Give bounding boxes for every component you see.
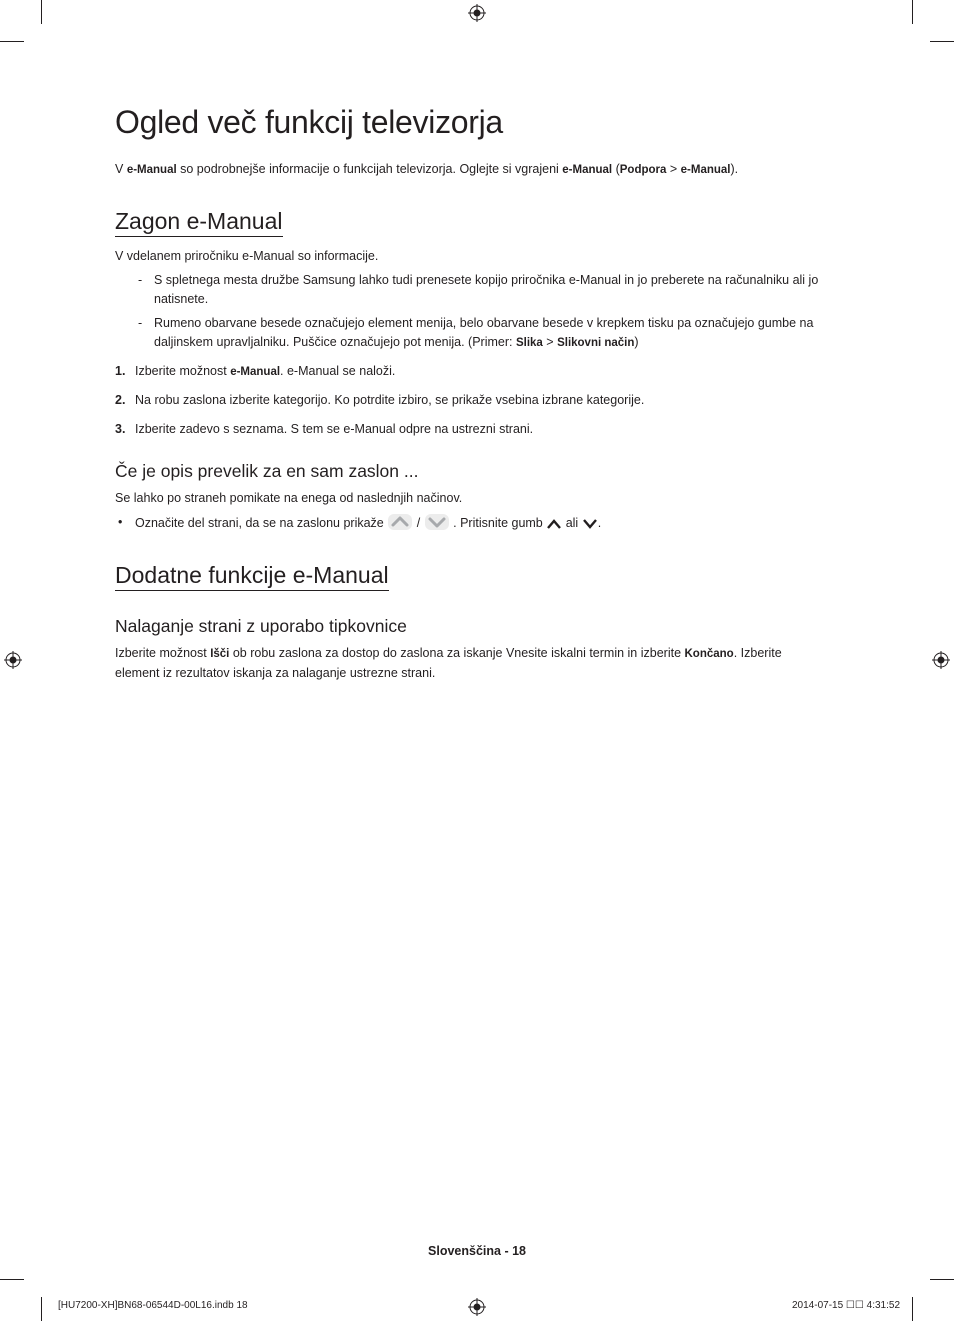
subsection-heading-nalaganje: Nalaganje strani z uporabo tipkovnice — [115, 616, 407, 636]
nalaganje-paragraph: Izberite možnost Išči ob robu zaslona za dostop do zaslona za iskanje Vnesite iskalni termin in izberite Končano. Izberite element iz rezultatov iskanja za nalaganje ustrezne strani. — [115, 646, 782, 680]
step-number: 3. — [115, 422, 126, 436]
bullet: • — [118, 515, 123, 529]
zagon-note-2: Rumeno obarvane besede označujejo element menija, belo obarvane besede v krepkem tisku pa označujejo gumbe na daljinskem upravljalniku. Puščice označujejo pot menija. (Primer: Slika > Slikovni način) — [154, 316, 814, 349]
step-number: 2. — [115, 393, 126, 407]
crop-mark-bottom-left-vertical — [41, 1297, 42, 1321]
zagon-note-1: S spletnega mesta družbe Samsung lahko tudi prenesete kopijo priročnika e-Manual in jo preberete na računalniku ali jo natisnete. — [154, 273, 819, 306]
step-number: 1. — [115, 364, 126, 378]
crop-mark-bottom-right-vertical — [912, 1297, 913, 1321]
page-number: Slovenščina - 18 — [428, 1244, 526, 1258]
crop-mark-top-right-vertical — [912, 0, 913, 24]
step-3: Izberite zadevo s seznama. S tem se e-Manual odpre na ustrezni strani. — [135, 422, 534, 436]
registration-mark-icon — [468, 4, 486, 22]
registration-mark-icon — [932, 651, 950, 669]
note-dash: - — [138, 316, 143, 330]
up-arrow-button-icon — [387, 513, 413, 531]
crop-mark-bottom-right-horizontal — [930, 1279, 954, 1280]
note-dash: - — [138, 273, 143, 287]
down-arrow-button-icon — [424, 513, 450, 531]
crop-mark-top-left-horizontal — [0, 41, 24, 42]
footer-timestamp: 2014-07-15 ☐☐ 4:31:52 — [792, 1300, 901, 1311]
page-title: Ogled več funkcij televizorja — [115, 104, 503, 140]
crop-mark-top-right-horizontal — [930, 41, 954, 42]
intro-paragraph: V e-Manual so podrobnejše informacije o funkcijah televizorja. Oglejte si vgrajeni e-Manual (Podpora > e-Manual). — [115, 162, 739, 176]
footer-file-info: [HU7200-XH]BN68-06544D-00L16.indb 18 — [58, 1300, 248, 1311]
registration-mark-icon — [468, 1298, 486, 1316]
registration-mark-icon — [4, 651, 22, 669]
chevron-down-icon — [582, 517, 598, 531]
opis-intro: Se lahko po straneh pomikate na enega od naslednjih načinov. — [115, 491, 463, 505]
opis-bullet-item: Označite del strani, da se na zaslonu prikaže / . Pritisnite gumb ali . — [135, 513, 601, 533]
section-heading-dodatne: Dodatne funkcije e-Manual — [115, 562, 389, 591]
step-1: Izberite možnost e-Manual. e-Manual se naloži. — [135, 364, 396, 378]
crop-mark-top-left-vertical — [41, 0, 42, 24]
subsection-heading-opis: Če je opis prevelik za en sam zaslon ... — [115, 461, 419, 481]
step-2: Na robu zaslona izberite kategorijo. Ko potrdite izbiro, se prikaže vsebina izbrane kategorije. — [135, 393, 645, 407]
section-heading-zagon: Zagon e-Manual — [115, 208, 283, 237]
zagon-intro: V vdelanem priročniku e-Manual so informacije. — [115, 249, 379, 263]
chevron-up-icon — [546, 517, 562, 531]
crop-mark-bottom-left-horizontal — [0, 1279, 24, 1280]
